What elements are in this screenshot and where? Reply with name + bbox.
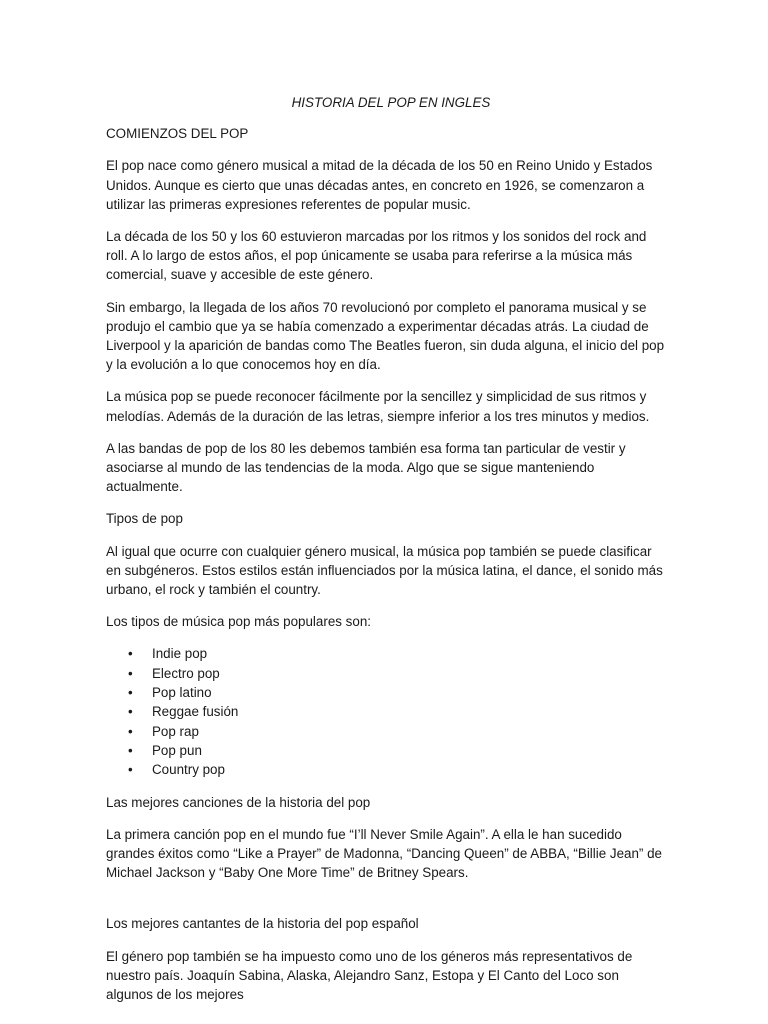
paragraph-80s: A las bandas de pop de los 80 les debemos también esa forma tan particular de vestir y asociarse al mundo de las tendencias de la moda. Algo que se sigue manteniendo actualmente. bbox=[106, 440, 626, 495]
list-item-label: Pop latino bbox=[152, 685, 212, 701]
bullet-icon: • bbox=[128, 762, 133, 778]
list-item bbox=[106, 741, 666, 760]
paragraph-characteristics: La música pop se puede reconocer fácilmente por la sencillez y simplicidad de sus ritmos y melodías. Además de la duración de las letras, siempre inferior a los tres minutos y medios. bbox=[106, 389, 650, 424]
section-heading-canciones: Las mejores canciones de la historia del pop bbox=[106, 794, 371, 810]
bullet-icon: • bbox=[128, 723, 133, 739]
paragraph-origins: El pop nace como género musical a mitad de la década de los 50 en Reino Unido y Estados Unidos. Aunque es cierto que unas décadas antes, en concreto en 1926, se comenzaron a utilizar las primeras expresiones referentes de popular music. bbox=[106, 158, 653, 212]
paragraph-singers: El género pop también se ha impuesto como uno de los géneros más representativos de nuestro país. Joaquín Sabina, Alaska, Alejandro Sanz, Estopa y El Canto del Loco son algunos de los mejores bbox=[106, 948, 633, 1002]
list-item-label: Pop rap bbox=[152, 723, 199, 739]
list-item-label: Indie pop bbox=[152, 646, 208, 662]
paragraph-50s-60s: La década de los 50 y los 60 estuvieron marcadas por los ritmos y los sonidos del rock and roll. A lo largo de estos años, el pop únicamente se usaba para referirse a la música más comercial, suave y accesible de este género. bbox=[106, 229, 647, 283]
list-item-label: Country pop bbox=[152, 762, 225, 778]
blank-line bbox=[106, 895, 666, 914]
list-item bbox=[106, 644, 666, 663]
list-item-label: Pop pun bbox=[152, 742, 202, 758]
section-heading-cantantes: Los mejores cantantes de la historia del pop español bbox=[106, 916, 419, 932]
list-item bbox=[106, 664, 666, 683]
section-heading-tipos: Tipos de pop bbox=[106, 511, 183, 527]
bullet-icon: • bbox=[128, 704, 133, 720]
document-title: HISTORIA DEL POP EN INGLES bbox=[291, 95, 491, 110]
list-item bbox=[106, 722, 666, 741]
paragraph-70s: Sin embargo, la llegada de los años 70 revolucionó por completo el panorama musical y se produjo el cambio que ya se había comenzado a experimentar décadas atrás. La ciudad de Liverpool y la aparición de bandas como The Beatles fueron, sin duda alguna, el inicio del pop y la evolución a lo que conocemos hoy en día. bbox=[106, 299, 665, 373]
list-item-label: Electro pop bbox=[152, 665, 220, 681]
paragraph-songs: La primera canción pop en el mundo fue “I’ll Never Smile Again”. A ella le han sucedido grandes éxitos como “Like a Prayer” de Madonna, “Dancing Queen” de ABBA, “Billie Jean” de Michael Jackson y “Baby One More Time” de Britney Spears. bbox=[106, 826, 663, 881]
list-item bbox=[106, 683, 666, 702]
bullet-icon: • bbox=[128, 665, 133, 681]
list-item bbox=[106, 702, 666, 721]
list-item-label: Reggae fusión bbox=[152, 704, 239, 720]
paragraph-list-intro: Los tipos de música pop más populares son: bbox=[106, 614, 371, 630]
paragraph-subgenres: Al igual que ocurre con cualquier género musical, la música pop también se puede clasificar en subgéneros. Estos estilos están influenciados por la música latina, el dance, el sonido más urbano, el rock y también el country. bbox=[106, 543, 663, 598]
section-heading-comienzos: COMIENZOS DEL POP bbox=[106, 126, 249, 142]
bullet-icon: • bbox=[128, 646, 133, 662]
bullet-icon: • bbox=[128, 685, 133, 701]
document-page bbox=[106, 93, 666, 1017]
pop-types-list bbox=[106, 644, 666, 779]
list-item bbox=[106, 760, 666, 779]
bullet-icon: • bbox=[128, 742, 133, 758]
